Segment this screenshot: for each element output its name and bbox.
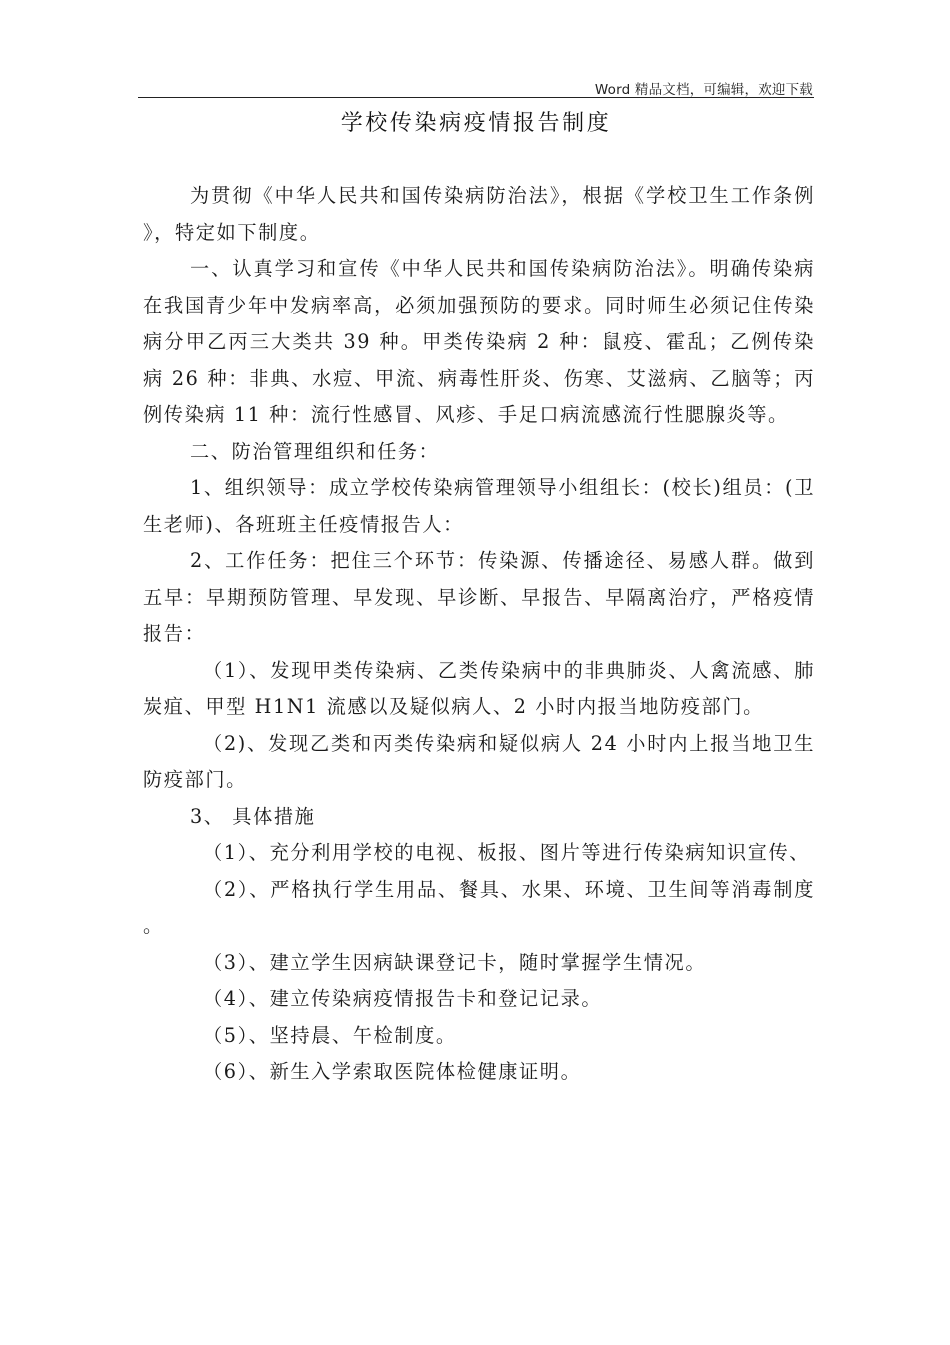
section-2-heading: 二、防治管理组织和任务：	[190, 439, 440, 463]
document-body	[143, 178, 815, 1091]
measure-5: （5）、坚持晨、午检制度。	[203, 1023, 457, 1047]
measure-6: （6）、新生入学索取医院体检健康证明。	[203, 1060, 582, 1083]
section-1-paragraph: 一、认真学习和宣传《中华人民共和国传染病防治法》。明确传染病在我国青少年中发病率高，必须加强预防的要求。同时师生必须记住传染病分甲乙丙三大类共 39 种。甲类传染病 2 种：鼠疫、霍乱；乙例传染病 26 种：非典、水痘、甲流、病毒性肝炎、伤寒、艾滋病、乙脑等；丙例传染病 11 种：流行性感冒、风疹、手足口病流感流行性腮腺炎等。	[143, 257, 815, 426]
item-measures-heading: 3、 具体措施	[190, 804, 316, 828]
item-work-tasks: 2、工作任务：把住三个环节：传染源、传播途径、易感人群。做到五早：早期预防管理、早发现、早诊断、早报告、早隔离治疗，严格疫情报告：	[143, 549, 815, 645]
measure-1: （1）、充分利用学校的电视、板报、图片等进行传染病知识宣传、	[203, 841, 811, 864]
header-divider	[138, 97, 814, 98]
header-note: Word 精品文档，可编辑，欢迎下载	[594, 82, 813, 98]
intro-paragraph: 为贯彻《中华人民共和国传染病防治法》，根据《学校卫生工作条例》，特定如下制度。	[143, 184, 815, 244]
task-sub-2: （2)、发现乙类和丙类传染病和疑似病人 24 小时内上报当地卫生防疫部门。	[143, 731, 815, 791]
item-organization: 1、组织领导：成立学校传染病管理领导小组组长：(校长)组员：(卫生老师)、各班班主任疫情报告人：	[143, 476, 815, 536]
measure-3: （3）、建立学生因病缺课登记卡，随时掌握学生情况。	[203, 950, 707, 974]
measure-2: （2）、严格执行学生用品、餐具、水果、环境、卫生间等消毒制度。	[143, 877, 815, 937]
measure-4: （4）、建立传染病疫情报告卡和登记记录。	[203, 987, 603, 1010]
document-title: 学校传染病疫情报告制度	[340, 111, 612, 136]
task-sub-1: （1）、发现甲类传染病、乙类传染病中的非典肺炎、人禽流感、肺炭疽、甲型 H1N1 流感以及疑似病人、2 小时内报当地防疫部门。	[143, 658, 815, 718]
